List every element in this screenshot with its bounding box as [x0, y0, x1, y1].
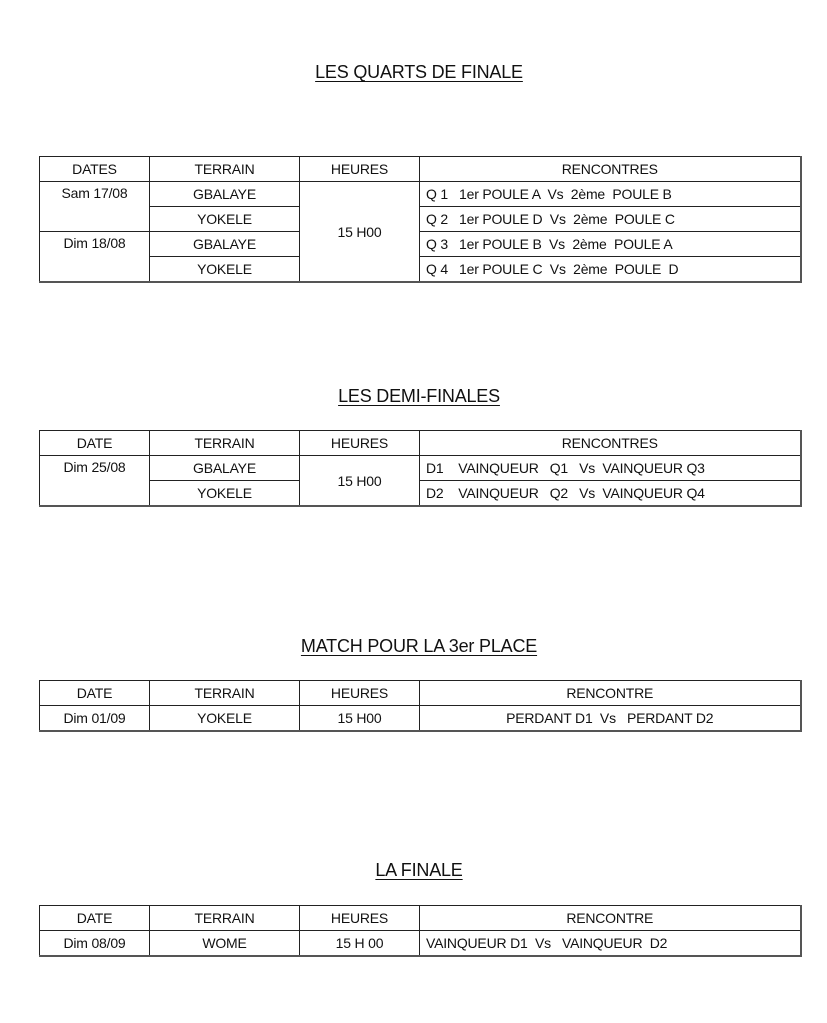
- table-row: [40, 456, 801, 481]
- table-header-row: [40, 431, 801, 456]
- table-row: [40, 232, 801, 257]
- header-terrain: TERRAIN: [150, 431, 300, 456]
- header-terrain: TERRAIN: [150, 157, 300, 182]
- header-heures: HEURES: [300, 681, 420, 706]
- terrain-cell: GBALAYE: [150, 232, 300, 257]
- header-date: DATE: [40, 906, 150, 931]
- quarter-finals-title: LES QUARTS DE FINALE: [315, 62, 523, 82]
- terrain-cell: YOKELE: [150, 257, 300, 283]
- time-cell: 15 H00: [300, 456, 420, 507]
- date-cell: Dim 25/08: [40, 456, 150, 507]
- header-heures: HEURES: [300, 431, 420, 456]
- terrain-cell: YOKELE: [150, 706, 300, 732]
- final-table: [39, 905, 802, 957]
- match-cell: Q 2 1er POULE D Vs 2ème POULE C: [420, 207, 801, 232]
- date-cell: Sam 17/08: [40, 182, 150, 232]
- match-cell: D1 VAINQUEUR Q1 Vs VAINQUEUR Q3: [420, 456, 801, 481]
- third-place-title: MATCH POUR LA 3er PLACE: [300, 636, 538, 656]
- header-terrain: TERRAIN: [150, 906, 300, 931]
- header-heures: HEURES: [300, 906, 420, 931]
- table-row: [40, 481, 801, 507]
- match-cell: Q 3 1er POULE B Vs 2ème POULE A: [420, 232, 801, 257]
- date-cell: Dim 01/09: [40, 706, 150, 732]
- time-cell: 15 H00: [300, 182, 420, 283]
- header-heures: HEURES: [300, 157, 420, 182]
- header-rencontre: RENCONTRE: [420, 906, 801, 931]
- header-date: DATE: [40, 681, 150, 706]
- quarter-finals-table: [39, 156, 802, 283]
- match-cell: Q 1 1er POULE A Vs 2ème POULE B: [420, 182, 801, 207]
- table-header-row: [40, 157, 801, 182]
- table-header-row: [40, 906, 801, 931]
- table-row: [40, 182, 801, 207]
- table-row: [40, 931, 801, 957]
- match-cell: VAINQUEUR D1 Vs VAINQUEUR D2: [420, 931, 801, 957]
- table-row: [40, 257, 801, 283]
- table-header-row: [40, 681, 801, 706]
- semi-finals-title: LES DEMI-FINALES: [338, 386, 500, 406]
- date-cell: Dim 08/09: [40, 931, 150, 957]
- header-rencontre: RENCONTRE: [420, 681, 801, 706]
- header-date: DATE: [40, 431, 150, 456]
- header-rencontres: RENCONTRES: [420, 157, 801, 182]
- terrain-cell: GBALAYE: [150, 456, 300, 481]
- header-terrain: TERRAIN: [150, 681, 300, 706]
- date-cell: Dim 18/08: [40, 232, 150, 283]
- semi-finals-table: [39, 430, 802, 507]
- match-cell: D2 VAINQUEUR Q2 Vs VAINQUEUR Q4: [420, 481, 801, 507]
- terrain-cell: GBALAYE: [150, 182, 300, 207]
- terrain-cell: WOME: [150, 931, 300, 957]
- header-rencontres: RENCONTRES: [420, 431, 801, 456]
- match-cell: PERDANT D1 Vs PERDANT D2: [420, 706, 801, 732]
- table-row: [40, 706, 801, 732]
- header-dates: DATES: [40, 157, 150, 182]
- third-place-table: [39, 680, 802, 732]
- time-cell: 15 H00: [300, 706, 420, 732]
- final-title: LA FINALE: [375, 860, 463, 880]
- match-cell: Q 4 1er POULE C Vs 2ème POULE D: [420, 257, 801, 283]
- terrain-cell: YOKELE: [150, 481, 300, 507]
- table-row: [40, 207, 801, 232]
- time-cell: 15 H 00: [300, 931, 420, 957]
- terrain-cell: YOKELE: [150, 207, 300, 232]
